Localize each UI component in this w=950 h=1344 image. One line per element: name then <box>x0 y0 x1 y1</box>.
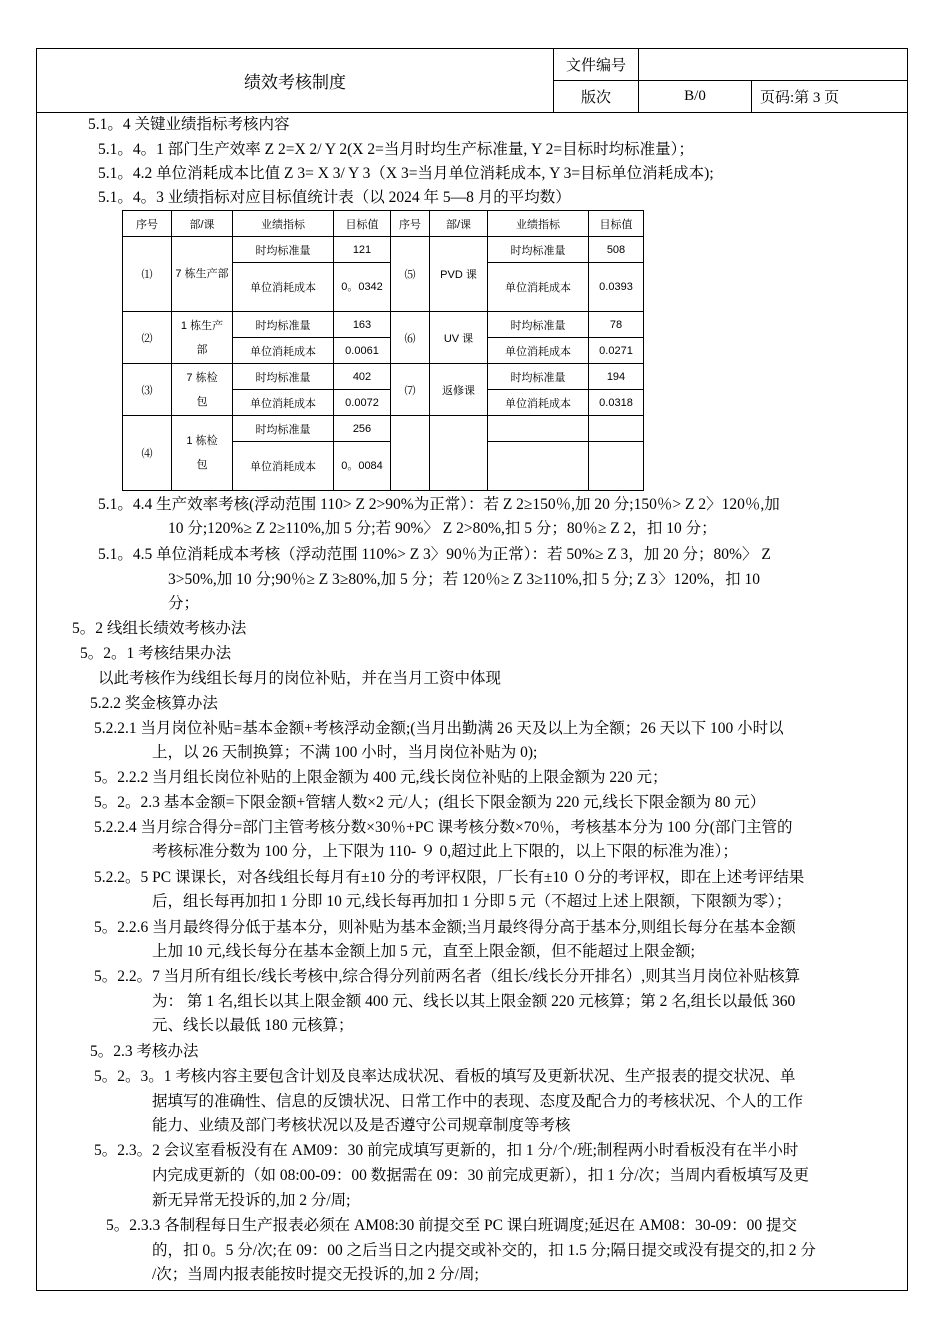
kpi-cell: 单位消耗成本 <box>233 263 334 312</box>
doc-no-value <box>639 49 908 81</box>
section-5-2-2-7-line3: 元、线长以最低 180 元核算； <box>152 1017 354 1034</box>
section-5-2-2-7-line1: 5。2.2。7 当月所有组长/线长考核中,综合得分列前两名者（组长/线长分开排名）,则其当月岗位补贴核算 <box>94 968 801 985</box>
kpi-cell: 时均标准量 <box>488 237 589 263</box>
section-5-1-4-4-line1: 5.1。4.4 生产效率考核(浮动范围 110> Z 2>90%为正常）：若 Z 2≥150％,加 20 分;150％> Z 2〉120％,加 <box>98 496 780 513</box>
section-5-1-4-5-line3: 分； <box>168 595 200 612</box>
kpi-cell: 时均标准量 <box>488 312 589 338</box>
dept-cell: 返修课 <box>430 364 488 416</box>
section-5-2-3-3-line2: 的，扣 0。5 分/次;在 09：00 之后当日之内提交或补交的，扣 1.5 分;隔日提交或没有提交的,扣 2 分 <box>152 1242 816 1259</box>
kpi-cell: 时均标准量 <box>233 364 334 390</box>
section-5-1-4-4-line2: 10 分;120%≥ Z 2≥110%,加 5 分;若 90%〉 Z 2>80%,扣 5 分；80％≥ Z 2，扣 10 分； <box>168 520 717 537</box>
table-header: 业绩指标 <box>488 211 589 237</box>
kpi-cell: 单位消耗成本 <box>233 338 334 364</box>
doc-no-label: 文件编号 <box>554 49 639 81</box>
row-number: ⑸ <box>391 237 430 312</box>
target-cell: 0。0342 <box>334 263 391 312</box>
target-cell: 256 <box>334 416 391 442</box>
section-5-2-3-3-line1: 5。2.3.3 各制程每日生产报表必须在 AM08:30 前提交至 PC 课白班调度;延迟在 AM08：30-09：00 提交 <box>106 1217 798 1234</box>
dept-cell: 1 栋生产部 <box>172 312 233 364</box>
section-5-2-2-4-line2: 考核标准分数为 100 分，上下限为 110- ９ 0,超过此上下限的，以上下限的标准为准）； <box>152 843 738 860</box>
dept-cell: PVD 课 <box>430 237 488 312</box>
section-5-1-4: 5.1。4 关键业绩指标考核内容 <box>88 116 290 133</box>
section-5-2-3-3-line3: /次；当周内报表能按时提交无投诉的,加 2 分/周; <box>152 1266 479 1283</box>
target-cell: 0.0393 <box>589 263 644 312</box>
dept-cell: 7 栋生产部 <box>172 237 233 312</box>
table-header: 业绩指标 <box>233 211 334 237</box>
kpi-cell: 单位消耗成本 <box>488 390 589 416</box>
version-value: B/0 <box>639 81 752 113</box>
section-5-2-2-7-line2: 为： 第 1 名,组长以其上限金额 400 元、线长以其上限金额 220 元核算；第 2 名,组长以最低 360 <box>152 993 796 1010</box>
table-row <box>123 312 644 338</box>
target-cell: 402 <box>334 364 391 390</box>
section-5-2-2-6-line1: 5。2.2.6 当月最终得分低于基本分，则补贴为基本金额;当月最终得分高于基本分,则组长每分在基本金额 <box>94 919 796 936</box>
section-5-2-3-1-line3: 能力、业绩及部门考核状况以及是否遵守公司规章制度等考核 <box>152 1117 571 1134</box>
kpi-target-table <box>122 210 644 491</box>
table-row <box>123 416 644 442</box>
empty-cell <box>430 416 488 491</box>
kpi-cell: 时均标准量 <box>233 237 334 263</box>
page-bottom-rule <box>36 1290 908 1291</box>
section-5-2-2-1-line1: 5.2.2.1 当月岗位补贴=基本金额+考核浮动金额;(当月出勤满 26 天及以上为全额；26 天以下 100 小时以 <box>94 720 784 737</box>
empty-cell <box>391 416 430 491</box>
row-number: ⑶ <box>123 364 172 416</box>
section-5-1-4-5-line1: 5.1。4.5 单位消耗成本考核（浮动范围 110%> Z 3〉90％为正常）：若 50%≥ Z 3，加 20 分；80%〉 Z <box>98 546 771 563</box>
section-5-2-2-2: 5。2.2.2 当月组长岗位补贴的上限金额为 400 元,线长岗位补贴的上限金额为 220 元； <box>94 769 668 786</box>
section-5-2-3: 5。2.3 考核办法 <box>90 1043 199 1060</box>
section-5-1-4-1: 5.1。4。1 部门生产效率 Z 2=X 2/ Y 2(X 2=当月时均生产标准量, Y 2=目标时均标准量）； <box>98 141 694 158</box>
section-5-2-2-3: 5。2。2.3 基本金额=下限金额+管辖人数×2 元/人；(组长下限金额为 220 元,线长下限金额为 80 元） <box>94 794 766 811</box>
section-5-2-2-5-line2: 后，组长每再加扣 1 分即 10 元,线长每再加扣 1 分即 5 元（不超过上述上限额，下限额为零）； <box>152 893 792 910</box>
section-5-2: 5。2 线组长绩效考核办法 <box>72 620 247 637</box>
table-header: 序号 <box>123 211 172 237</box>
row-number: ⑵ <box>123 312 172 364</box>
section-5-2-2: 5.2.2 奖金核算办法 <box>90 695 218 712</box>
section-5-1-4-3: 5.1。4。3 业绩指标对应目标值统计表（以 2024 年 5—8 月的平均数） <box>98 189 571 206</box>
target-cell: 0.0072 <box>334 390 391 416</box>
kpi-cell: 时均标准量 <box>488 364 589 390</box>
section-5-2-3-2-line1: 5。2.3。2 会议室看板没有在 AM09：30 前完成填写更新的，扣 1 分/个/班;制程两小时看板没有在半小时 <box>94 1142 799 1159</box>
empty-cell <box>488 442 589 491</box>
section-5-2-2-4-line1: 5.2.2.4 当月综合得分=部门主管考核分数×30％+PC 课考核分数×70％，考核基本分为 100 分(部门主管的 <box>94 819 793 836</box>
section-5-2-3-1-line2: 据填写的准确性、信息的反馈状况、日常工作中的表现、态度及配合力的考核状况、个人的工作 <box>152 1093 804 1110</box>
kpi-cell: 单位消耗成本 <box>233 390 334 416</box>
version-label: 版次 <box>554 81 639 113</box>
table-row <box>123 364 644 390</box>
section-5-2-3-1-line1: 5。2。3。1 考核内容主要包含计划及良率达成状况、看板的填写及更新状况、生产报表的提交状况、单 <box>94 1068 796 1085</box>
target-cell: 0.0271 <box>589 338 644 364</box>
row-number: ⑴ <box>123 237 172 312</box>
table-header: 目标值 <box>589 211 644 237</box>
dept-cell: UV 课 <box>430 312 488 364</box>
dept-cell: 7 栋检包 <box>172 364 233 416</box>
section-5-2-3-2-line2: 内完成更新的（如 08:00-09：00 数据需在 09：30 前完成更新），扣 1 分/次；当周内看板填写及更 <box>152 1167 810 1184</box>
target-cell: 121 <box>334 237 391 263</box>
table-header: 序号 <box>391 211 430 237</box>
empty-cell <box>589 416 644 442</box>
table-header: 部/课 <box>430 211 488 237</box>
kpi-cell: 时均标准量 <box>233 416 334 442</box>
target-cell: 0.0318 <box>589 390 644 416</box>
section-5-1-4-5-line2: 3>50%,加 10 分;90％≥ Z 3≥80%,加 5 分；若 120％≥ Z 3≥110%,扣 5 分; Z 3〉120%，扣 10 <box>168 571 760 588</box>
table-row <box>123 237 644 263</box>
empty-cell <box>488 416 589 442</box>
kpi-cell: 时均标准量 <box>233 312 334 338</box>
empty-cell <box>589 442 644 491</box>
row-number: ⑺ <box>391 364 430 416</box>
page-number: 页码:第 3 页 <box>752 81 908 113</box>
kpi-cell: 单位消耗成本 <box>233 442 334 491</box>
table-header: 目标值 <box>334 211 391 237</box>
target-cell: 508 <box>589 237 644 263</box>
section-5-2-3-2-line3: 新无异常无投诉的,加 2 分/周; <box>152 1192 351 1209</box>
section-5-2-2-6-line2: 上加 10 元,线长每分在基本金额上加 5 元，直至上限金额，但不能超过上限金额; <box>152 943 695 960</box>
kpi-cell: 单位消耗成本 <box>488 263 589 312</box>
target-cell: 0.0061 <box>334 338 391 364</box>
section-5-2-1: 5。2。1 考核结果办法 <box>80 645 232 662</box>
target-cell: 0。0084 <box>334 442 391 491</box>
table-header: 部/课 <box>172 211 233 237</box>
kpi-cell: 单位消耗成本 <box>488 338 589 364</box>
section-5-2-2-5-line1: 5.2.2。5 PC 课课长，对各线组长每月有±10 分的考评权限，厂长有±10 ０分的考评权，即在上述考评结果 <box>94 869 805 886</box>
row-number: ⑹ <box>391 312 430 364</box>
target-cell: 194 <box>589 364 644 390</box>
target-cell: 163 <box>334 312 391 338</box>
row-number: ⑷ <box>123 416 172 491</box>
section-5-2-2-1-line2: 上，以 26 天制换算；不满 100 小时，当月岗位补贴为 0); <box>152 744 538 761</box>
target-cell: 78 <box>589 312 644 338</box>
dept-cell: 1 栋检包 <box>172 416 233 491</box>
section-5-2-1-text: 以此考核作为线组长每月的岗位补贴，并在当月工资中体现 <box>98 670 502 687</box>
document-title: 绩效考核制度 <box>37 49 554 113</box>
section-5-1-4-2: 5.1。4.2 单位消耗成本比值 Z 3= X 3/ Y 3（X 3=当月单位消耗成本, Y 3=目标单位消耗成本); <box>98 165 714 182</box>
document-header <box>36 48 908 113</box>
